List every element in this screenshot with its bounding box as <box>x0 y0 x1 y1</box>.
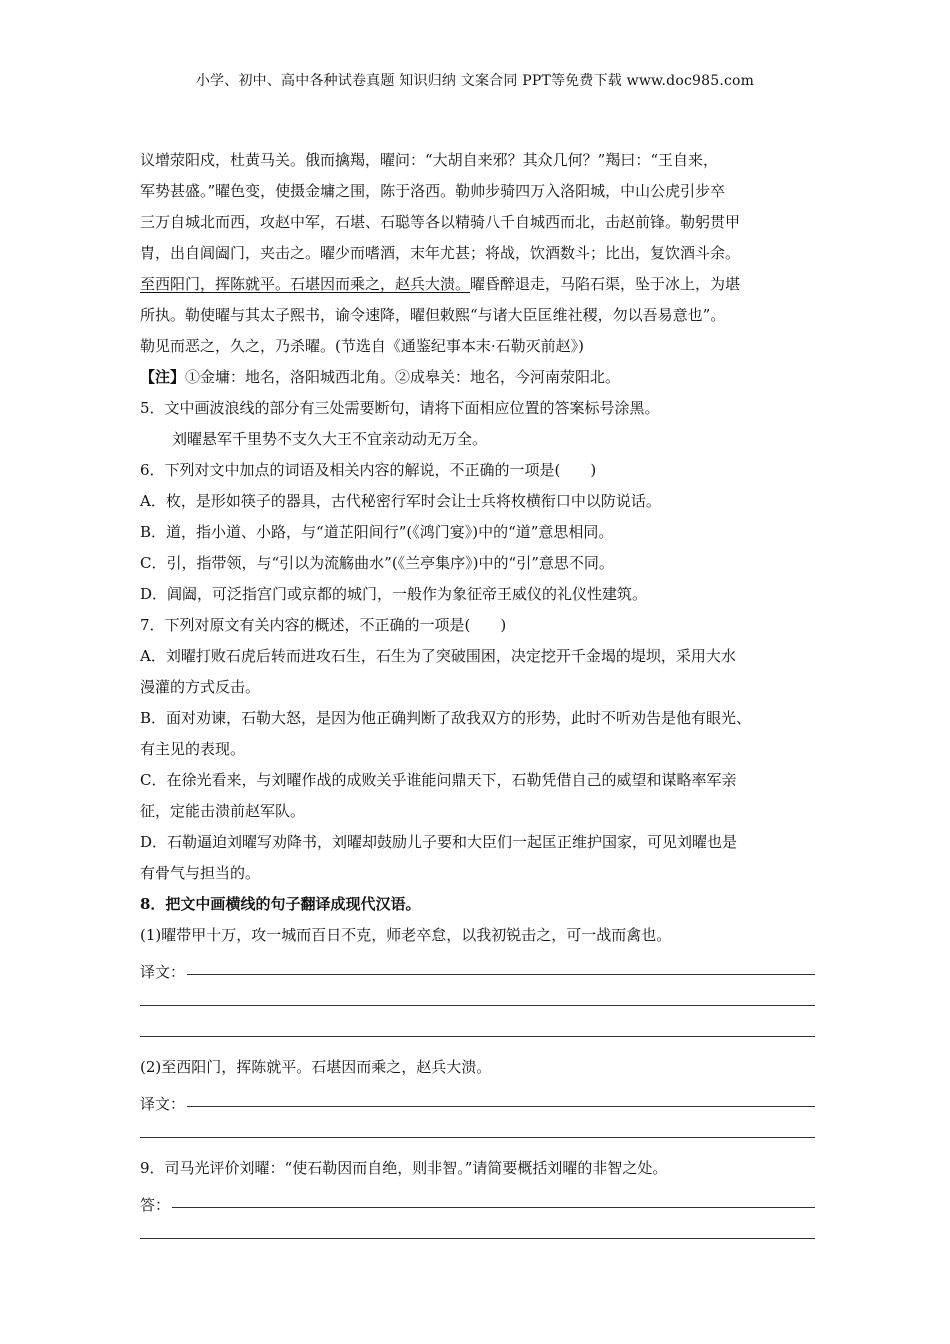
passage-text: 曜昏醉退走，马陷石渠，坠于冰上，为堪 <box>470 275 741 293</box>
answer-blank-line[interactable] <box>140 1013 815 1044</box>
question-6-option-d: D．阊阖，可泛指宫门或京都的城门，一般作为象征帝王威仪的礼仪性建筑。 <box>140 585 648 603</box>
note <box>140 362 815 393</box>
question-9-stem: 9．司马光评价刘曜：“使石勒因而自绝，则非智。”请简要概括刘曜的非智之处。 <box>140 1159 668 1177</box>
question-7-option-d-cont: 有骨气与担当的。 <box>140 864 261 882</box>
passage-line: 军势甚盛。”曜色变，使摄金墉之围，陈于洛西。勒帅步骑四万入洛阳城，中山公虎引步卒 <box>140 182 726 200</box>
answer-label: 译文： <box>140 1095 186 1113</box>
question-5-sentence: 刘曜悬军千里势不支久大王不宜亲动动无万全。 <box>172 430 488 448</box>
passage-line: 所执。勒使曜与其太子熙书，谕令速降，曜但敕熙“与诸大臣匡维社稷，勿以吾易意也”。 <box>140 306 726 324</box>
question-8-sub2: (2)至西阳门，挥陈就平。石堪因而乘之，赵兵大溃。 <box>140 1058 492 1076</box>
document-body <box>140 145 815 1246</box>
question-7-option-c-cont: 征，定能击溃前赵军队。 <box>140 802 306 820</box>
note-label: 【注】 <box>140 368 186 386</box>
question-7-stem: 7．下列对原文有关内容的概述，不正确的一项是( ) <box>140 616 507 634</box>
answer-label: 答： <box>140 1196 171 1214</box>
answer-line[interactable] <box>140 1184 815 1215</box>
question-7-option-b-cont: 有主见的表现。 <box>140 740 246 758</box>
question-5-stem: 5．文中画波浪线的部分有三处需要断句，请将下面相应位置的答案标号涂黑。 <box>140 399 660 417</box>
passage-line: 议增荥阳戍，杜黄马关。俄而擒羯，曜问：“大胡自来邪？其众几何？”羯曰：“王自来， <box>140 151 719 169</box>
question-7-option-c: C．在徐光看来，与刘曜作战的成败关乎谁能问鼎天下，石勒凭借自己的威望和谋略率军亲 <box>140 771 737 789</box>
answer-line[interactable] <box>140 1083 815 1114</box>
question-6-option-a: A．枚，是形如筷子的器具，古代秘密行军时会让士兵将枚横衔口中以防说话。 <box>140 492 661 510</box>
note-text: ①金墉：地名，洛阳城西北角。②成皋关：地名，今河南荥阳北。 <box>185 368 621 386</box>
passage-line: 胄，出自阊阖门，夹击之。曜少而嗜酒，末年尤甚；将战，饮酒数斗；比出，复饮酒斗余。 <box>140 244 741 262</box>
page-header: 小学、初中、高中各种试卷真题 知识归纳 文案合同 PPT等免费下载 www.doc985.com <box>195 73 755 89</box>
passage-line: 勒见而恶之，久之，乃杀曜。(节选自《通鉴纪事本末·石勒灭前赵》) <box>140 337 584 355</box>
answer-blank-line[interactable] <box>140 1114 815 1145</box>
answer-label: 译文： <box>140 963 186 981</box>
passage-line <box>140 269 815 300</box>
answer-line[interactable] <box>140 951 815 982</box>
underlined-sentence: 至西阳门，挥陈就平。石堪因而乘之，赵兵大溃。 <box>140 275 471 293</box>
question-8-stem: 8．把文中画横线的句子翻译成现代汉语。 <box>140 895 421 913</box>
question-8-sub1: (1)曜带甲十万，攻一城而百日不克，师老卒怠，以我初锐击之，可一战而禽也。 <box>140 926 672 944</box>
question-6-option-b: B．道，指小道、小路，与“道芷阳间行”(《鸿门宴》)中的“道”意思相同。 <box>140 523 614 541</box>
question-7-option-d: D．石勒逼迫刘曜写劝降书，刘曜却鼓励儿子要和大臣们一起匡正维护国家，可见刘曜也是 <box>140 833 738 851</box>
answer-blank-line[interactable] <box>140 1215 815 1246</box>
question-7-option-a-cont: 漫灌的方式反击。 <box>140 678 261 696</box>
question-6-option-c: C．引，指带领，与“引以为流觞曲水”(《兰亭集序》)中的“引”意思不同。 <box>140 554 614 572</box>
question-7-option-a: A．刘曜打败石虎后转而进攻石生，石生为了突破围困，决定挖开千金堨的堤坝，采用大水 <box>140 647 736 665</box>
answer-blank-line[interactable] <box>140 982 815 1013</box>
passage-line: 三万自城北而西，攻赵中军，石堪、石聪等各以精骑八千自城西而北，击赵前锋。勒躬贯甲 <box>140 213 741 231</box>
question-7-option-b: B．面对劝谏，石勒大怒，是因为他正确判断了敌我双方的形势，此时不听劝告是他有眼光、 <box>140 709 752 727</box>
question-6-stem: 6．下列对文中加点的词语及相关内容的解说，不正确的一项是( ) <box>140 461 597 479</box>
